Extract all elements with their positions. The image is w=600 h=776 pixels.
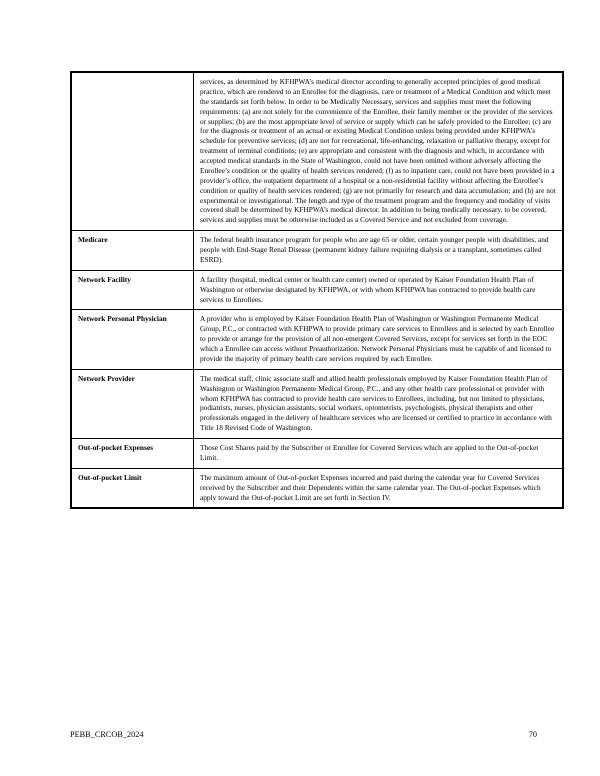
table-row [71, 369, 563, 438]
table-row [71, 310, 563, 369]
table-row [71, 439, 563, 469]
definition-description: Those Cost Shares paid by the Subscriber or Enrollee for Covered Services which are applied to the Out-of-pocket Limit. [194, 439, 564, 469]
table-row [71, 72, 563, 231]
definition-term: Network Facility [71, 270, 194, 310]
definition-term: Network Personal Physician [71, 310, 194, 369]
definition-term: Medicare [71, 231, 194, 271]
definitions-table-body [71, 72, 563, 508]
footer-document-id: PEBB_CRCOB_2024 [70, 730, 144, 739]
definition-description: A facility (hospital, medical center or health care center) owned or operated by Kaiser Foundation Health Plan of Washington or otherwise designated by KFHPWA, or with whom KFHPWA has contracted to provide health care services to Enrollees. [194, 270, 564, 310]
definition-description: The federal health insurance program for people who are age 65 or older, certain younger people with disabilities, and people with End-Stage Renal Disease (permanent kidney failure requiring dialysis or a transplant, sometimes called ESRD). [194, 231, 564, 271]
table-row [71, 468, 563, 508]
definition-description: The maximum amount of Out-of-pocket Expenses incurred and paid during the calendar year for Covered Services received by the Subscriber and their Dependents within the same calendar year. The Out-of-pocket Expenses which apply toward the Out-of-pocket Limit are set forth in Section IV. [194, 468, 564, 508]
footer-page-number: 70 [528, 730, 537, 739]
table-row [71, 231, 563, 271]
definition-description: services, as determined by KFHPWA’s medical director according to generally accepted principles of good medical practice, which are rendered to an Enrollee for the diagnosis, care or treatment of a Medical Condition and which meet the standards set forth below. In order to be Medically Necessary, services and supplies must meet the following requirements: (a) are not solely for the convenience of the Enrollee, their family member or the provider of the services or supplies; (b) are the most appropriate level of service or supply which can be safely provided to the Enrollee; (c) are for the diagnosis or treatment of an actual or existing Medical Condition unless being provided under KFHPWA’s schedule for preventive services; (d) are not for recreational, life-enhancing, relaxation or palliative therapy, except for treatment of terminal conditions; (e) are appropriate and consistent with the diagnosis and which, in accordance with accepted medical standards in the State of Washington, could not have been omitted without adversely affecting the Enrollee’s condition or the quality of health services rendered; (f) as to inpatient care, could not have been provided in a provider’s office, the outpatient department of a hospital or a non-residential facility without affecting the Enrollee’s condition or quality of health services rendered; (g) are not primarily for research and data accumulation; and (h) are not experimental or investigational. The length and type of the treatment program and the frequency and modality of visits covered shall be determined by KFHPWA’s medical director. In addition to being medically necessary, to be covered, services and supplies must be otherwise included as a Covered Service and not excluded from coverage. [194, 72, 564, 231]
definition-term: Network Provider [71, 369, 194, 438]
definition-description: A provider who is employed by Kaiser Foundation Health Plan of Washington or Washington Permanente Medical Group, P.C., or contracted with KFHPWA to provide primary care services to Enrollees and is selected by each Enrollee to provide or arrange for the provision of all non-emergent Covered Services, except for services set forth in the EOC which a Enrollee can access without Preauthorization. Network Personal Physicians must be capable of and licensed to provide the majority of primary health care services required by each Enrollee. [194, 310, 564, 369]
table-row [71, 270, 563, 310]
definition-term [71, 72, 194, 231]
definition-description: The medical staff, clinic associate staff and allied health professionals employed by Kaiser Foundation Health Plan of Washington or Washington Permanente Medical Group, P.C., and any other health care professional or provider with whom KFHPWA has contracted to provide health care services to Enrollees, including, but not limited to physicians, podiatrists, nurses, physician assistants, social workers, optometrists, psychologists, physical therapists and other professionals engaged in the delivery of healthcare services who are licensed or certified to practice in accordance with Title 18 Revised Code of Washington. [194, 369, 564, 438]
definition-term: Out-of-pocket Expenses [71, 439, 194, 469]
definitions-table [70, 71, 564, 509]
page-footer [70, 730, 537, 740]
definition-term: Out-of-pocket Limit [71, 468, 194, 508]
